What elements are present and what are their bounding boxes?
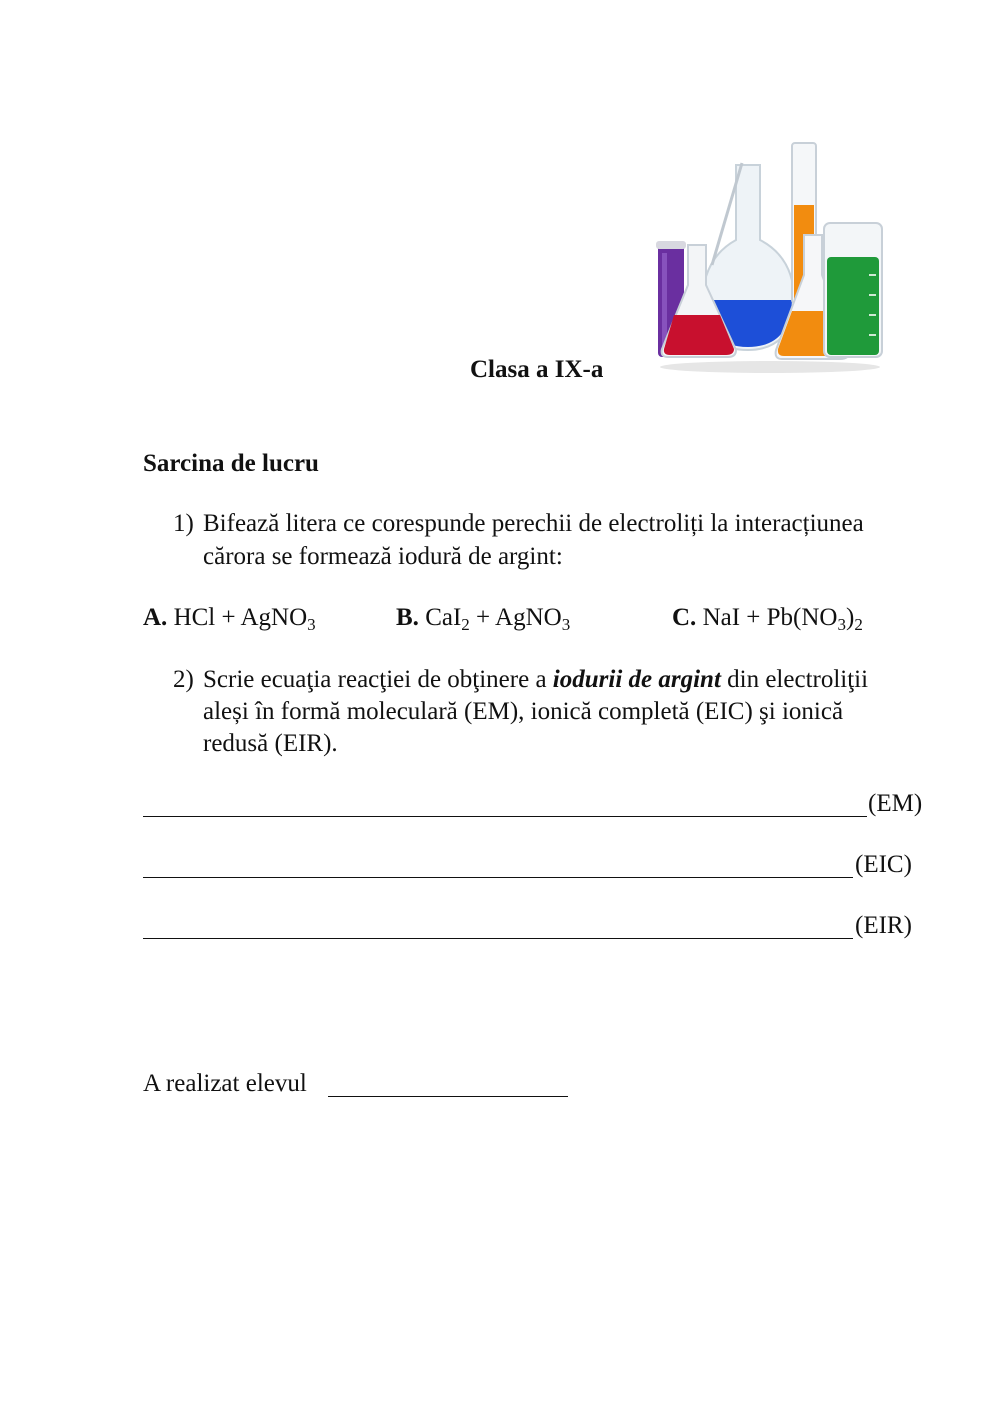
answer-line-eir[interactable] (143, 938, 853, 939)
question-2-number: 2) (173, 666, 194, 693)
laboratory-glassware-icon (654, 135, 886, 380)
answer-label-eic: (EIC) (855, 851, 912, 878)
option-c-letter: C. (672, 604, 697, 631)
question-2-line-2: aleși în formă moleculară (EM), ionică completă (EIC) şi ionică (203, 698, 844, 725)
question-2-line-1: Scrie ecuaţia reacţiei de obţinere a iodurii de argint din electroliţii (203, 666, 869, 693)
question-1-line-2: cărora se formează iodură de argint: (203, 543, 563, 570)
option-c-formula: NaI + $Pb(NO_3)_2$ (702, 604, 863, 634)
option-b-formula: CaI$_2$ + AgNO$_3$ (425, 604, 571, 634)
question-1-line-1: Bifează litera ce corespunde perechii de electroliți la interacțiunea (203, 510, 864, 537)
question-1-number: 1) (173, 510, 194, 537)
answer-label-em: (EM) (868, 790, 923, 817)
option-c[interactable] (672, 604, 863, 632)
option-b[interactable] (396, 604, 570, 632)
answer-label-eir: (EIR) (855, 912, 912, 939)
option-a-letter: A. (143, 604, 168, 631)
answer-line-eic[interactable] (143, 877, 853, 878)
option-a[interactable] (143, 604, 316, 632)
question-2-line-3: redusă (EIR). (203, 730, 338, 757)
answer-line-em[interactable] (143, 816, 867, 817)
student-name-line[interactable] (328, 1096, 568, 1097)
class-heading: Clasa a IX-a (470, 356, 604, 383)
task-title: Sarcina de lucru (143, 450, 319, 477)
student-label: A realizat elevul (143, 1070, 307, 1097)
option-b-letter: B. (396, 604, 419, 631)
option-a-formula: HCl + AgNO$_3$ (173, 604, 316, 634)
